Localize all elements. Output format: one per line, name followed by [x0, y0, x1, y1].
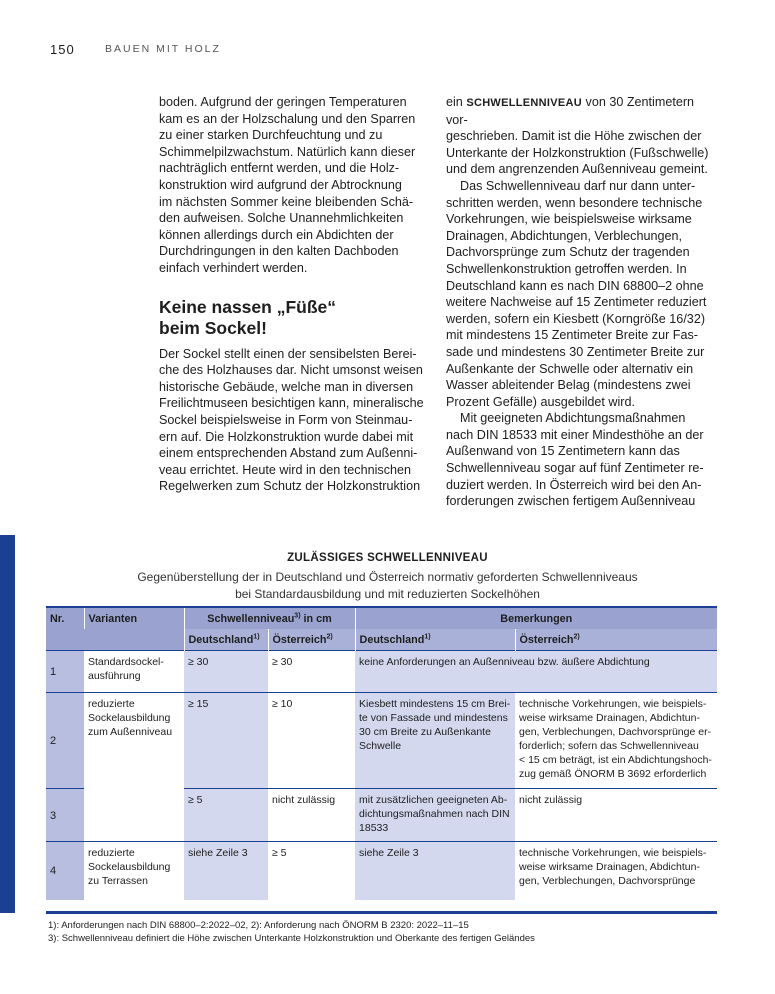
cell-variante: reduzierte Sockelausbildung zum Außenniveau [84, 693, 184, 842]
cell-bemerkung-de: Kiesbett mindestens 15 cm Brei- te von Fassade und mindestens 30 cm Breite zu Außenkante Schwelle [355, 693, 515, 789]
left-column [159, 94, 429, 495]
cell-variante: Standardsockel- ausführung [84, 651, 184, 693]
cell-bemerkung-at: technische Vorkehrungen, wie beispiels- weise wirksame Drainagen, Abdichtun- gen, Verblechungen, Dachvorsprünge [515, 842, 717, 900]
cell-de: ≥ 5 [184, 789, 268, 842]
row-number: 3 [46, 789, 84, 842]
cell-at: ≥ 10 [268, 693, 355, 789]
right-paragraph-1 [446, 94, 718, 178]
header-oesterreich-2 [515, 629, 717, 651]
table-row [46, 693, 717, 789]
header-schwellenniveau [184, 607, 355, 629]
cell-de: ≥ 30 [184, 651, 268, 693]
header-oesterreich-1 [268, 629, 355, 651]
header-varianten: Varianten [84, 607, 184, 629]
footnote-2: 3): Schwellenniveau definiert die Höhe zwischen Unterkante Holzkonstruktion und Oberkante des fertigen Geländes [48, 933, 535, 944]
right-p1-post: von 30 Zentimetern vor- geschrieben. Damit ist die Höhe zwischen der Unterkante der Holzkonstruktion (Fußschwelle) und dem angrenzenden Außenniveau gemeint. [446, 95, 709, 177]
cell-bemerkung: keine Anforderungen an Außenniveau bzw. äußere Abdichtung [355, 651, 717, 693]
cell-bemerkung-de: siehe Zeile 3 [355, 842, 515, 900]
header-bemerkungen: Bemerkungen [355, 607, 717, 629]
keyword-schwellenniveau: SCHWELLENNIVEAU [466, 97, 583, 109]
cell-at: ≥ 30 [268, 651, 355, 693]
cell-variante: reduzierte Sockelausbildung zu Terrassen [84, 842, 184, 900]
header-oesterreich-label-2: Österreich [519, 634, 574, 646]
footnote-1: 1): Anforderungen nach DIN 68800–2:2022–02, 2): Anforderung nach ÖNORM B 2320: 2022–11–15 [48, 920, 469, 931]
cell-at: nicht zulässig [268, 789, 355, 842]
threshold-table [46, 606, 717, 900]
left-paragraph-2: Der Sockel stellt einen der sensibelsten Berei- che des Holzhauses dar. Nicht umsonst weisen historische Gebäude, welche man in diversen Freilichtmuseen besichtigen kann, mineralische Sockel beispielsweise in Form von Steinmau- ern auf. Die Holzkonstruktion wurde dabei mit einem entsprechenden Abstand zum Außenni- veau errichtet. Heute wird in den technischen Regelwerken zum Schutz der Holzkonstruktion [159, 346, 424, 494]
header-schwellenniveau-label: Schwellenniveau [207, 613, 295, 625]
table-row [46, 651, 717, 693]
row-number: 2 [46, 693, 84, 789]
row-number: 4 [46, 842, 84, 900]
row-number: 1 [46, 651, 84, 693]
header-deutschland-label-2: Deutschland [359, 634, 425, 646]
table-header-row-1 [46, 607, 717, 629]
cell-bemerkung-at: technische Vorkehrungen, wie beispiels- weise wirksame Drainagen, Abdichtun- gen, Verblechungen, Dachvorsprünge er- forderlich; sofern das Schwellenniveau < 15 cm beträgt, ist ein Abdichtungshoch- zug gemäß ÖNORM B 3692 erforderlich [515, 693, 717, 789]
right-column [446, 94, 718, 510]
table-row [46, 842, 717, 900]
header-deutschland-2 [355, 629, 515, 651]
table-footnotes [48, 919, 535, 945]
header-oesterreich-sup: 2) [326, 633, 333, 641]
header-oesterreich-label: Österreich [272, 634, 327, 646]
header-deutschland-1 [184, 629, 268, 651]
cell-bemerkung-at: nicht zulässig [515, 789, 717, 842]
page-number: 150 [50, 42, 75, 57]
cell-de: ≥ 15 [184, 693, 268, 789]
header-deutschland-label: Deutschland [188, 634, 254, 646]
header-deutschland-sup: 1) [253, 633, 260, 641]
table-subtitle: Gegenüberstellung der in Deutschland und Österreich normativ geforderten Schwellenniveaus bei Standardausbildung und mit reduzierten Sockelhöhen [137, 570, 638, 601]
cell-at: ≥ 5 [268, 842, 355, 900]
right-paragraph-2: Das Schwellenniveau darf nur dann unter- schritten werden, wenn besondere technische Vorkehrungen, wie beispielsweise wirksame Drainagen, Abdichtungen, Verblechungen, Dachvorsprünge zum Schutz der tragenden Schwellenkonstruktion getroffen werden. In Deutschland kann es nach DIN 68800–2 ohne weitere Nachweise auf 15 Zentimeter reduziert werden, sofern ein Kiesbett (Korngröße 16/32) mit mindestens 15 Zentimeter Breite zur Fas- sade und mindestens 30 Zentimeter Breite zur Außenkante der Schwelle oder alternativ ein Wasser ableitender Belag (mindestens zwei Prozent Gefälle) ausgebildet wird. [446, 178, 707, 409]
right-p1-pre: ein [446, 95, 467, 109]
header-schwellenniveau-sup: 3) [294, 612, 301, 620]
header-deutschland-sup-2: 1) [424, 633, 431, 641]
table-title: ZULÄSSIGES SCHWELLENNIVEAU [287, 552, 488, 564]
left-paragraph-1: boden. Aufgrund der geringen Temperaturen kam es an der Holzschalung und den Sparren zu einer starken Durchfeuchtung und zu Schimmelpilzwachstum. Natürlich kann dieser nachträglich entfernt werden, und die Holz- konstruktion wird aufgrund der Abtrocknung im nächsten Sommer keine bleibenden Schä- den aufweisen. Solche Unannehmlichkeiten können allerdings durch ein Abdichten der Durchdringungen in den kalten Dachboden einfach verhindert werden. [159, 95, 416, 275]
running-head: BAUEN MIT HOLZ [105, 43, 221, 55]
header-nr: Nr. [46, 607, 84, 629]
table-bottom-rule [46, 911, 717, 914]
cell-de: siehe Zeile 3 [184, 842, 268, 900]
right-paragraph-3: Mit geeigneten Abdichtungsmaßnahmen nach DIN 18533 mit einer Mindesthöhe an der Außenwand von 15 Zentimetern kann das Schwellenniveau sogar auf fünf Zentimeter re- duziert werden. In Österreich wird bei den An- forderungen zwischen fertigem Außenniveau [446, 411, 704, 509]
cell-bemerkung-de: mit zusätzlichen geeigneten Ab- dichtungsmaßnahmen nach DIN 18533 [355, 789, 515, 842]
section-heading: Keine nassen „Füße“ beim Sockel! [159, 296, 336, 338]
table-header-row-2 [46, 629, 717, 651]
header-oesterreich-sup-2: 2) [573, 633, 580, 641]
header-schwellenniveau-unit: in cm [300, 613, 332, 625]
